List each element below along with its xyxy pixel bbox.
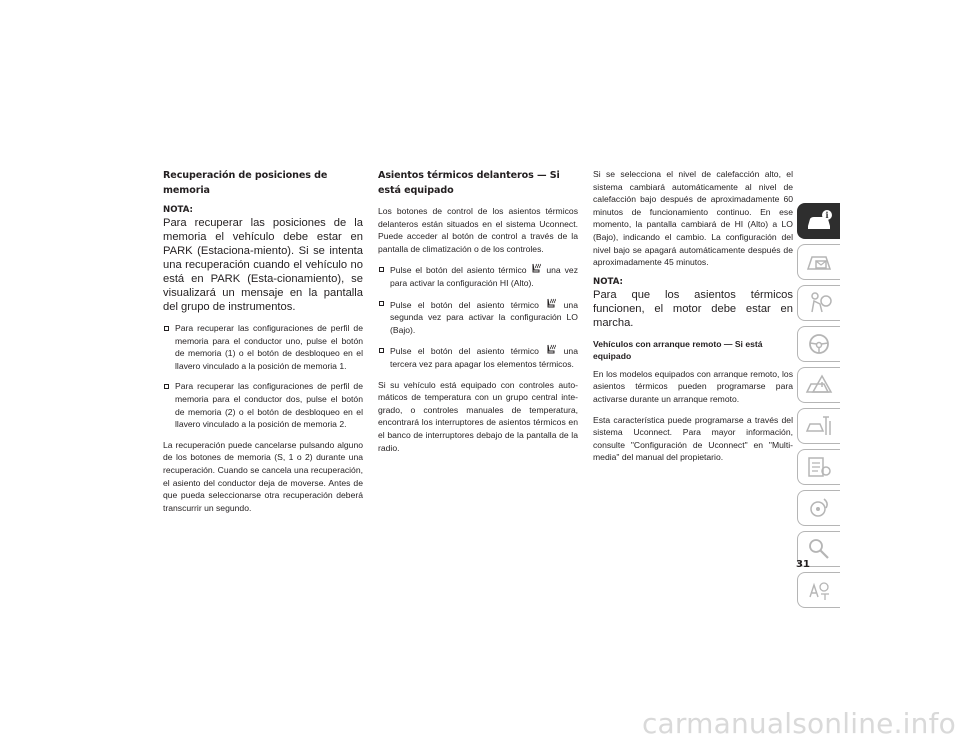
bullet-text-after: una tercera vez para apagar los elementos térmicos. xyxy=(390,346,578,369)
chapter-tab-driving[interactable] xyxy=(797,326,840,362)
heated-seat-icon xyxy=(530,263,542,275)
airbag-safety-icon xyxy=(804,290,834,316)
section-heading-heated-seats: Asientos térmicos delanteros — Si está equipado xyxy=(378,170,560,196)
paragraph-remote-start: En los modelos equipados con arranque remoto, los asientos térmicos pueden programarse para activarse durante un arranque remoto. xyxy=(593,368,793,404)
bullet-driver-one: Para recuperar las configuraciones de perfil de memoria para el conductor uno, pulse el botón de memoria (1) o el botón de desbloqueo en el llavero vinculado a la posición de memoria 1. xyxy=(163,322,363,372)
bullet-press-twice xyxy=(378,298,578,337)
chapter-tabs xyxy=(797,203,840,613)
chapter-tab-servicing[interactable] xyxy=(797,408,840,444)
chapter-tab-multimedia[interactable] xyxy=(797,490,840,526)
bullet-driver-two: Para recuperar las configuraciones de perfil de memoria para el conductor dos, pulse el botón de memoria (2) o el botón de desbloqueo en el llavero vinculado a la posición de memoria 2. xyxy=(163,380,363,430)
steering-wheel-icon xyxy=(804,331,834,357)
chapter-tab-languages[interactable] xyxy=(797,572,840,608)
chapter-tab-specifications[interactable] xyxy=(797,449,840,485)
paragraph-seat-switches: Si su vehículo está equipado con controles auto-máticos de temperatura con un grupo central inte-grado, o controles manuales de temperatura, encontrará los interruptores de asientos térmicos en el banco de interruptores debajo de la pantalla de la radio. xyxy=(378,379,578,453)
chapter-tab-getting-to-know[interactable] xyxy=(797,203,840,239)
bullet-text-after: una segunda vez para activar la configuración LO (Bajo). xyxy=(390,299,578,335)
bullet-text-before: Pulse el botón del asiento térmico xyxy=(390,299,546,310)
heated-seat-icon xyxy=(545,344,557,356)
bullet-text-after: una vez para activar la configuración HI (Alto). xyxy=(390,265,578,288)
svg-text:i: i xyxy=(825,210,829,220)
bullet-text-before: Pulse el botón del asiento térmico xyxy=(390,346,546,357)
paragraph-cancel-recall: La recuperación puede cancelarse pulsando alguno de los botones de memoria (S, 1 o 2) durante una recuperación. Cuando se cancela una recuperación, el asiento del conductor deja de moverse. Antes de que pueda seleccionarse otra recuperación deberá transcurrir un segundo. xyxy=(163,439,363,513)
paragraph-heated-seats-intro: Los botones de control de los asientos térmicos delanteros están situados en el sistema Uconnect. Puede acceder al botón de control a través de la pantalla de climatización o de los controles. xyxy=(378,206,578,254)
chapter-tab-emergency[interactable] xyxy=(797,367,840,403)
note-label: NOTA: xyxy=(163,205,193,215)
note-text: Para recuperar las posiciones de la memoria el vehículo debe estar en PARK (Estaciona-miento). Si se intenta una recuperación cuando el vehículo no está en PARK (Esta-cionamiento), se visualizará un mensaje en la pantalla del grupo de instrumentos. xyxy=(163,217,363,313)
column-heated-seats xyxy=(378,168,578,462)
dashboard-lights-icon xyxy=(804,249,834,275)
heated-seat-icon xyxy=(545,298,557,310)
car-info-icon xyxy=(804,208,834,234)
bullet-press-third xyxy=(378,344,578,370)
paragraph-heat-level-timeout: Si se selecciona el nivel de calefacción alto, el sistema cambiará automáticamente al nivel de calefacción bajo después de aproximadamente 60 minutos de funcionamiento continuo. En ese momento, la pantalla cambiará de HI (Alto) a LO (Bajo), indicando el cambio. La configuración del nivel bajo se apagará automáticamente después de aproximadamente 45 minutos. xyxy=(593,169,793,268)
bullet-text-before: Pulse el botón del asiento térmico xyxy=(390,265,531,276)
subheading-remote-start: Vehículos con arranque remoto — Si está equipado xyxy=(593,338,763,361)
column-heat-levels xyxy=(593,168,793,472)
note-text: Para que los asientos térmicos funcionen, el motor debe estar en marcha. xyxy=(593,288,793,329)
service-tools-icon xyxy=(804,413,834,439)
multimedia-icon xyxy=(804,495,834,521)
specifications-icon xyxy=(804,454,834,480)
bullet-press-once xyxy=(378,263,578,289)
paragraph-uconnect-settings: Esta característica puede programarse a través del sistema Uconnect. Para mayor información, consulte "Configuración de Uconnect" en "Multi-media" del manual del propietario. xyxy=(593,414,793,463)
column-memory-recall xyxy=(163,168,363,522)
section-heading-memory-recall: Recuperación de posiciones de memoria xyxy=(163,170,328,196)
languages-icon xyxy=(804,577,834,603)
chapter-tab-safety[interactable] xyxy=(797,285,840,321)
watermark: carmanualsonline.info xyxy=(641,707,956,740)
page-number: 31 xyxy=(796,559,810,570)
chapter-tab-instrument-panel[interactable] xyxy=(797,244,840,280)
emergency-warning-icon xyxy=(804,372,834,398)
note-label: NOTA: xyxy=(593,276,623,287)
